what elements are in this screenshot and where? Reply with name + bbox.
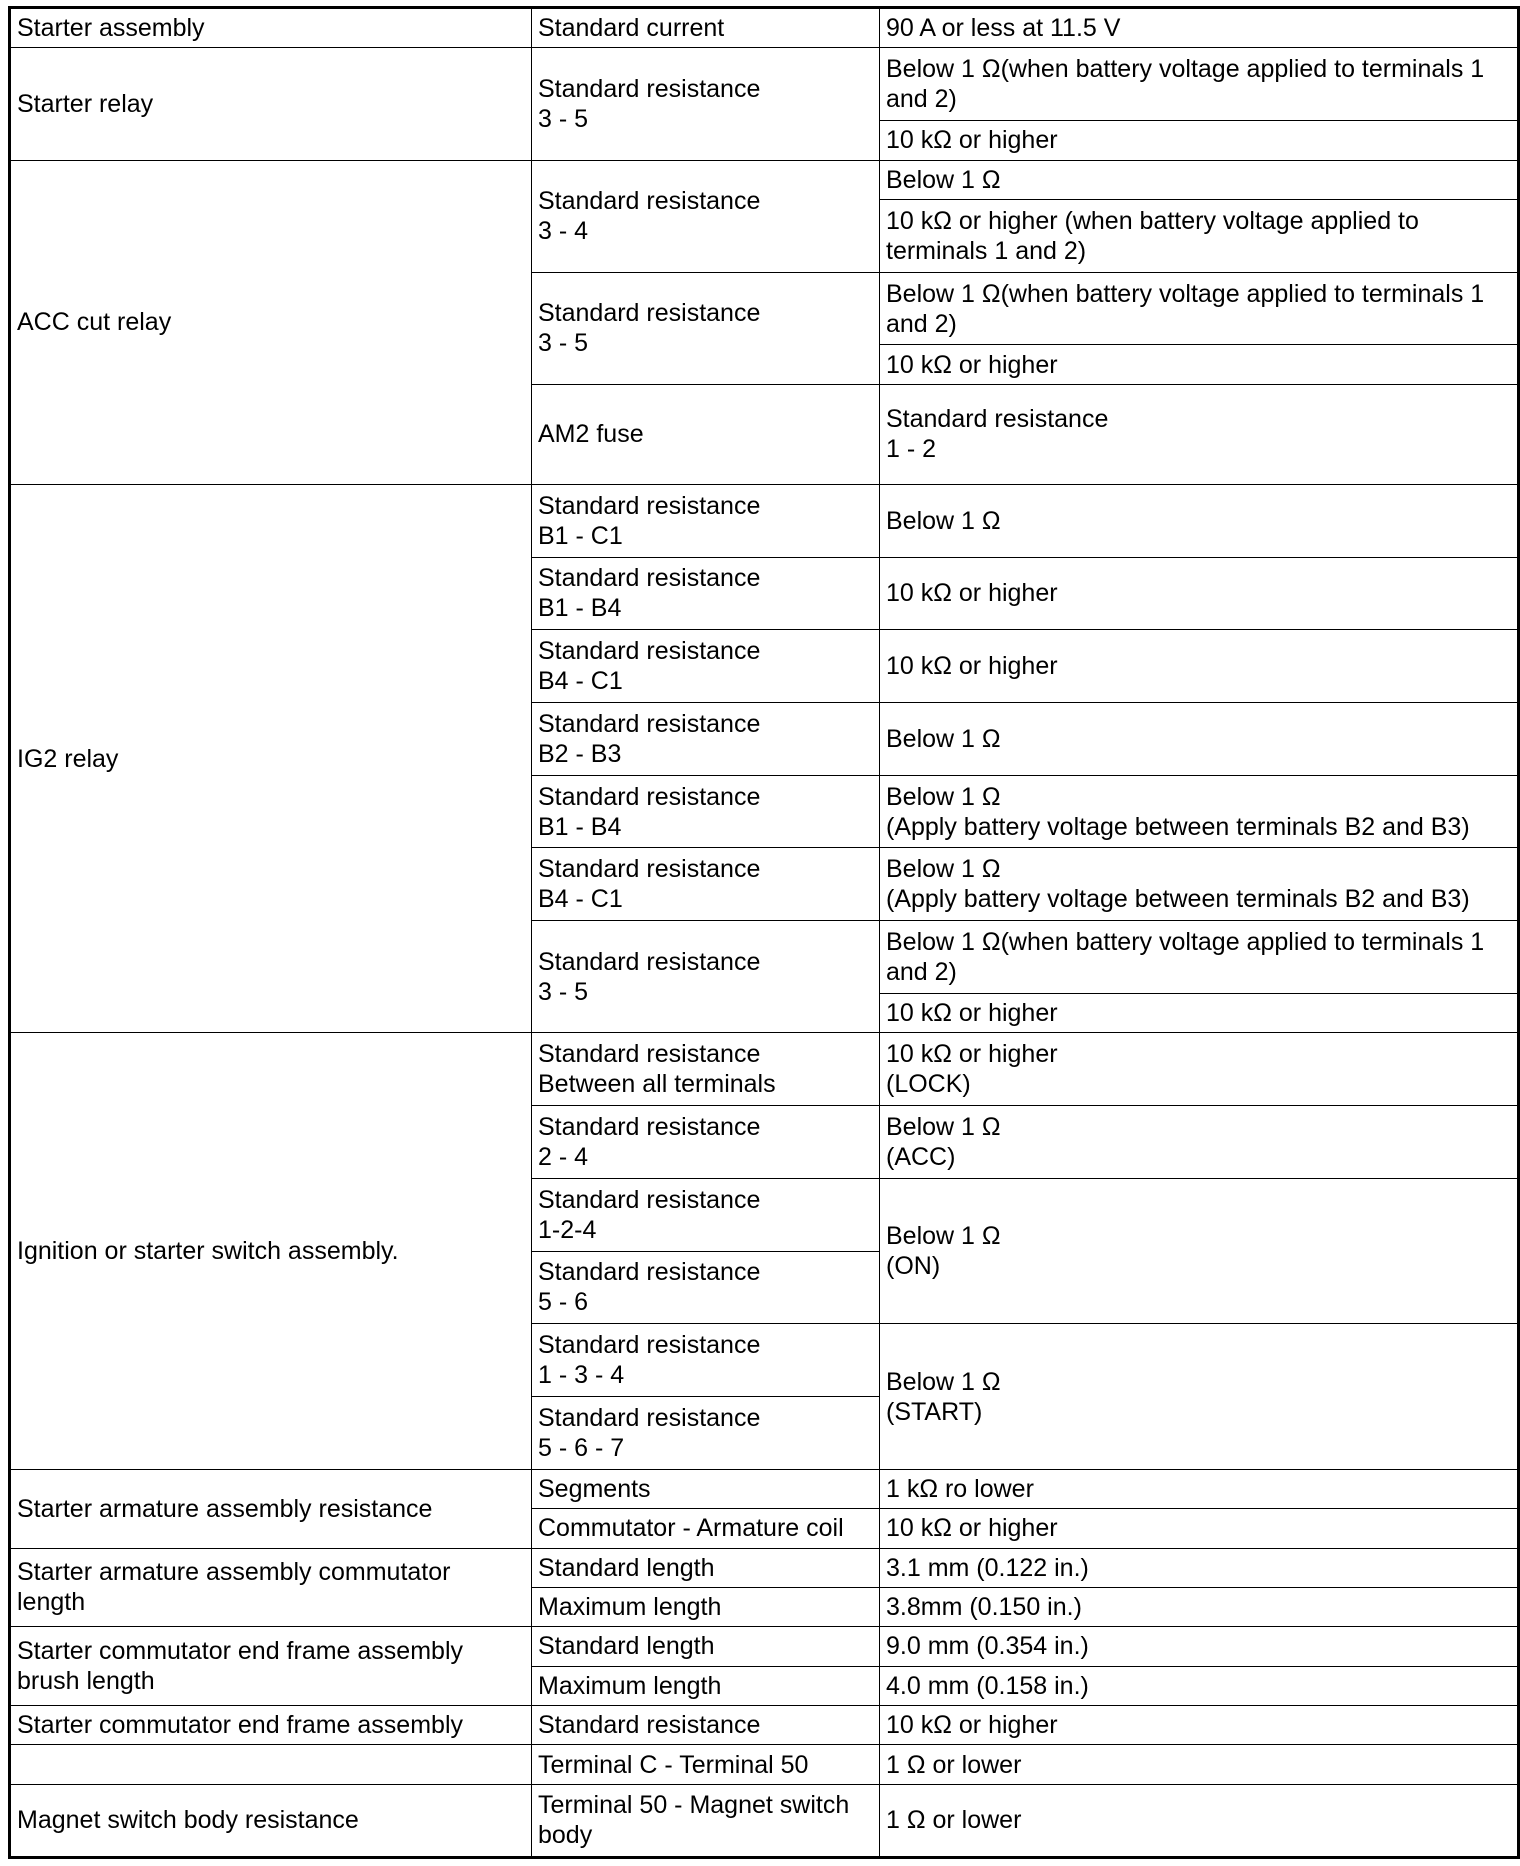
- table-row: [10, 8, 1519, 48]
- condition-cell: Terminal 50 - Magnet switch body: [532, 1784, 880, 1857]
- condition-cell: Standard resistance B1 - C1: [532, 484, 880, 557]
- specified-value-cell: Below 1 Ω(when battery voltage applied to terminals 1 and 2): [880, 48, 1519, 121]
- specified-value-cell: Below 1 Ω: [880, 160, 1519, 199]
- component-cell: Starter assembly: [10, 8, 532, 48]
- specification-table-body: [10, 8, 1519, 1858]
- specified-value-cell: 10 kΩ or higher: [880, 993, 1519, 1032]
- condition-cell: Standard resistance B1 - B4: [532, 557, 880, 630]
- condition-cell: Standard resistance 3 - 5: [532, 921, 880, 1033]
- specified-value-cell: 3.1 mm (0.122 in.): [880, 1548, 1519, 1587]
- specified-value-cell: Below 1 Ω(when battery voltage applied to terminals 1 and 2): [880, 272, 1519, 345]
- condition-cell: Standard resistance 1 - 3 - 4: [532, 1324, 880, 1397]
- condition-cell: Standard resistance 3 - 5: [532, 48, 880, 160]
- condition-cell: Terminal C - Terminal 50: [532, 1745, 880, 1784]
- specified-value-cell: Below 1 Ω (ON): [880, 1178, 1519, 1323]
- specified-value-cell: Below 1 Ω (Apply battery voltage between terminals B2 and B3): [880, 775, 1519, 848]
- specified-value-cell: 10 kΩ or higher: [880, 345, 1519, 384]
- table-row: [10, 1469, 1519, 1508]
- specified-value-cell: 10 kΩ or higher (when battery voltage applied to terminals 1 and 2): [880, 199, 1519, 272]
- table-row: [10, 484, 1519, 557]
- condition-cell: Standard resistance: [532, 1706, 880, 1745]
- table-row: [10, 1784, 1519, 1857]
- table-row: [10, 1745, 1519, 1784]
- component-cell: Ignition or starter switch assembly.: [10, 1033, 532, 1469]
- specified-value-cell: Below 1 Ω (ACC): [880, 1106, 1519, 1179]
- condition-cell: Standard resistance 3 - 4: [532, 160, 880, 272]
- table-row: [10, 1033, 1519, 1106]
- specified-value-cell: 10 kΩ or higher: [880, 557, 1519, 630]
- specified-value-cell: 10 kΩ or higher: [880, 1509, 1519, 1548]
- specified-value-cell: 3.8mm (0.150 in.): [880, 1587, 1519, 1626]
- specified-value-cell: 10 kΩ or higher (LOCK): [880, 1033, 1519, 1106]
- specification-table: [8, 6, 1520, 1859]
- specified-value-cell: 10 kΩ or higher: [880, 630, 1519, 703]
- condition-cell: Standard resistance 5 - 6 - 7: [532, 1397, 880, 1470]
- condition-cell: Standard resistance B1 - B4: [532, 775, 880, 848]
- condition-cell: Maximum length: [532, 1666, 880, 1705]
- condition-cell: Standard resistance B4 - C1: [532, 848, 880, 921]
- component-cell: ACC cut relay: [10, 160, 532, 484]
- condition-cell: Standard resistance 5 - 6: [532, 1251, 880, 1324]
- component-cell: Starter armature assembly resistance: [10, 1469, 532, 1548]
- condition-cell: Standard resistance B2 - B3: [532, 703, 880, 776]
- condition-cell: AM2 fuse: [532, 384, 880, 484]
- specified-value-cell: 90 A or less at 11.5 V: [880, 8, 1519, 48]
- specified-value-cell: Below 1 Ω (START): [880, 1324, 1519, 1469]
- component-cell: Starter relay: [10, 48, 532, 160]
- component-cell: IG2 relay: [10, 484, 532, 1033]
- specified-value-cell: 9.0 mm (0.354 in.): [880, 1627, 1519, 1666]
- condition-cell: Commutator - Armature coil: [532, 1509, 880, 1548]
- condition-cell: Standard resistance Between all terminals: [532, 1033, 880, 1106]
- specified-value-cell: Below 1 Ω (Apply battery voltage between terminals B2 and B3): [880, 848, 1519, 921]
- component-cell: Starter commutator end frame assembly brush length: [10, 1627, 532, 1706]
- condition-cell: Standard resistance 3 - 5: [532, 272, 880, 384]
- component-cell: Starter commutator end frame assembly: [10, 1706, 532, 1745]
- table-row: [10, 160, 1519, 199]
- condition-cell: Standard length: [532, 1627, 880, 1666]
- table-row: [10, 1627, 1519, 1666]
- specified-value-cell: Below 1 Ω: [880, 484, 1519, 557]
- component-cell: Magnet switch body resistance: [10, 1784, 532, 1857]
- specified-value-cell: 1 Ω or lower: [880, 1784, 1519, 1857]
- specified-value-cell: Below 1 Ω(when battery voltage applied to terminals 1 and 2): [880, 921, 1519, 994]
- specified-value-cell: 4.0 mm (0.158 in.): [880, 1666, 1519, 1705]
- component-cell: [10, 1745, 532, 1784]
- condition-cell: Standard resistance B4 - C1: [532, 630, 880, 703]
- component-cell: Starter armature assembly commutator length: [10, 1548, 532, 1627]
- condition-cell: Maximum length: [532, 1587, 880, 1626]
- table-row: [10, 1548, 1519, 1587]
- table-row: [10, 1706, 1519, 1745]
- condition-cell: Standard resistance 2 - 4: [532, 1106, 880, 1179]
- table-row: [10, 48, 1519, 121]
- condition-cell: Standard resistance 1-2-4: [532, 1178, 880, 1251]
- condition-cell: Segments: [532, 1469, 880, 1508]
- specified-value-cell: 1 Ω or lower: [880, 1745, 1519, 1784]
- specified-value-cell: 10 kΩ or higher: [880, 121, 1519, 160]
- specified-value-cell: Below 1 Ω: [880, 703, 1519, 776]
- specified-value-cell: 1 kΩ ro lower: [880, 1469, 1519, 1508]
- condition-cell: Standard length: [532, 1548, 880, 1587]
- specified-value-cell: Standard resistance 1 - 2: [880, 384, 1519, 484]
- condition-cell: Standard current: [532, 8, 880, 48]
- specified-value-cell: 10 kΩ or higher: [880, 1706, 1519, 1745]
